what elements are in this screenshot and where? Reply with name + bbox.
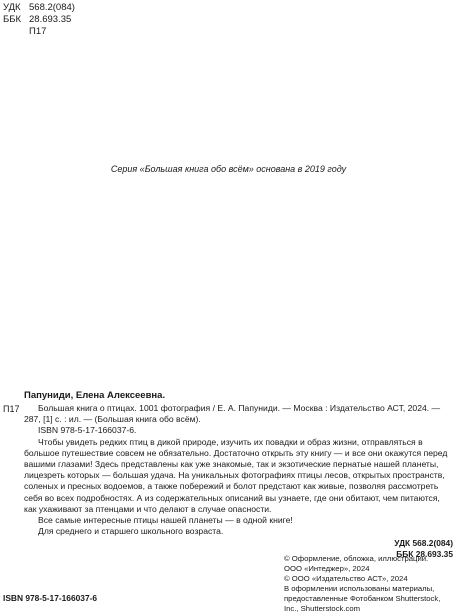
audience-note: Для среднего и старшего школьного возраста. <box>38 526 224 537</box>
copyright-line: ООО «Интеджер», 2024 <box>284 564 370 573</box>
author-heading: Папуниди, Елена Алексеевна. <box>24 390 166 401</box>
author-mark-entry: П17 <box>3 404 20 414</box>
bibliographic-description: Большая книга о птицах. 1001 фотография / Е. А. Папуниди. — Москва : Издательство АСТ, 2024. — 287, [1] с. : ил. — (Большая книга обо всём). <box>24 403 441 425</box>
series-note: Серия «Большая книга обо всём» основана в 2019 году <box>110 164 347 174</box>
top-classification-codes <box>3 2 75 38</box>
author-mark-top: П17 <box>29 26 47 37</box>
udk-value: 568.2(084) <box>29 2 75 13</box>
bibliographic-record <box>24 403 454 537</box>
copyright-line: © Оформление, обложка, иллюстрации. <box>284 554 429 563</box>
isbn-bottom: ISBN 978-5-17-166037-6 <box>3 593 98 603</box>
bbk-label: ББК <box>3 14 22 25</box>
copyright-line: © ООО «Издательство АСТ», 2024 <box>284 574 408 583</box>
bbk-code: ББК 28.693.35 <box>396 549 453 559</box>
bbk-value: 28.693.35 <box>29 14 72 25</box>
copyright-block <box>284 554 456 614</box>
udk-label: УДК <box>3 2 21 13</box>
annotation-tagline: Все самые интересные птицы нашей планеты — в одной книге! <box>38 515 293 526</box>
annotation-paragraph: Чтобы увидеть редких птиц в дикой природе, изучить их повадки и образ жизни, отправляться в большое путешествие совсем не обязательно. Достаточно открыть эту книгу — и все они окажутся перед вашими глазами! Здесь представлены как уже знакомые, так и экзотические пернатые нашей планеты, лицезреть которых — большая удача. На уникальных фотографиях птицы лесов, открытых пространств, соленых и пресных водоемов, а также побережий и болот предстают как живые, позволяя рассмотреть себя во всех подробностях. А из содержательных описаний вы узнаете, где они обитают, чем питаются, как ухаживают за птенцами и что делают в случае опасности. <box>24 436 448 514</box>
copyright-line: В оформлении использованы материалы, предоставленные Фотобанком Shutterstock, Inc., Shutterstock.com <box>284 584 441 613</box>
isbn-line: ISBN 978-5-17-166037-6. <box>38 425 137 436</box>
udk-code: УДК 568.2(084) <box>394 538 453 548</box>
